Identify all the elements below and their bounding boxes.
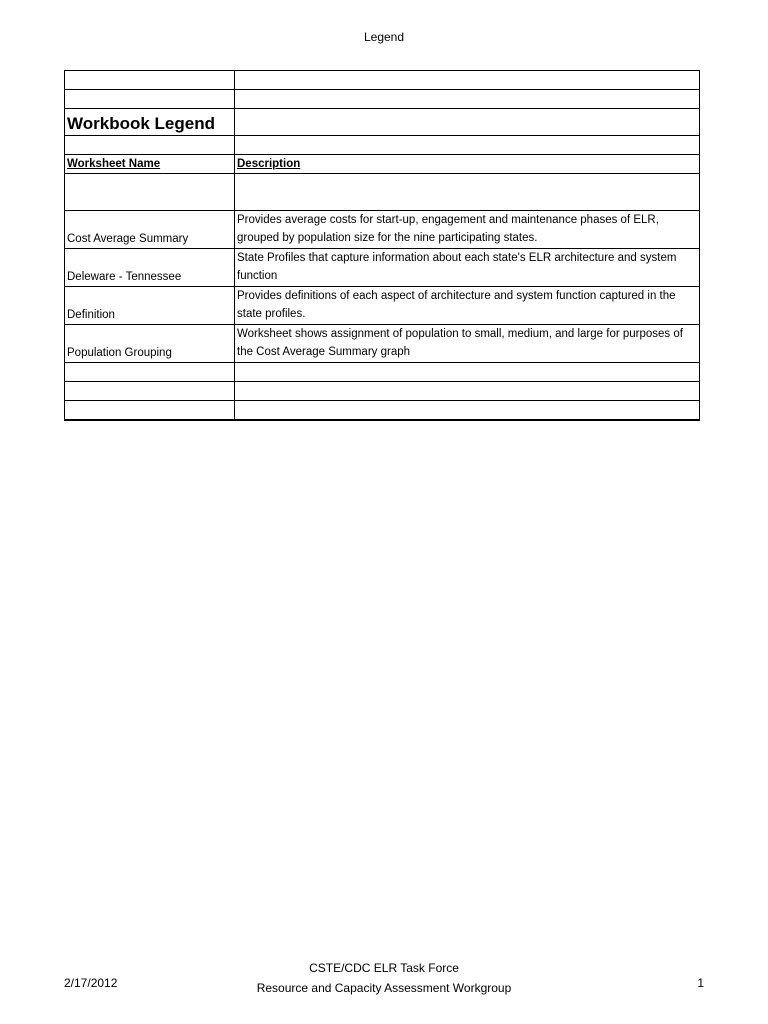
worksheet-name-cell: Definition [65, 287, 235, 325]
description-cell: Provides average costs for start-up, engagement and maintenance phases of ELR, grouped by population size for the nine participating states. [235, 211, 700, 249]
worksheet-name-cell: Deleware - Tennessee [65, 249, 235, 287]
empty-row [65, 71, 700, 90]
empty-row [65, 174, 700, 211]
column-header-worksheet-name: Worksheet Name [67, 158, 161, 170]
footer-line-1: CSTE/CDC ELR Task Force [309, 961, 459, 975]
table-title: Workbook Legend [67, 114, 215, 133]
empty-row [65, 363, 700, 382]
empty-cell [235, 174, 700, 211]
empty-row [65, 90, 700, 109]
workbook-legend-table [64, 70, 700, 421]
empty-row [65, 401, 700, 421]
empty-row [65, 382, 700, 401]
description-cell: Worksheet shows assignment of population to small, medium, and large for purposes of the Cost Average Summary graph [235, 325, 700, 363]
footer-line-2: Resource and Capacity Assessment Workgroup [256, 981, 512, 995]
description-cell: Provides definitions of each aspect of architecture and system function captured in the state profiles. [235, 287, 700, 325]
table-row [65, 249, 700, 287]
empty-cell [65, 71, 235, 90]
page-number: 1 [697, 976, 704, 990]
empty-cell [235, 363, 700, 382]
empty-cell [65, 90, 235, 109]
title-row [65, 109, 700, 136]
empty-cell [235, 109, 700, 136]
empty-cell [235, 71, 700, 90]
empty-cell [65, 382, 235, 401]
column-header-description: Description [237, 158, 301, 170]
table-row [65, 325, 700, 363]
empty-cell [235, 90, 700, 109]
worksheet-name-cell: Population Grouping [65, 325, 235, 363]
empty-cell [235, 136, 700, 155]
page-header: Legend [363, 30, 405, 44]
empty-cell [65, 174, 235, 211]
empty-cell [65, 136, 235, 155]
empty-cell [65, 363, 235, 382]
worksheet-name-cell: Cost Average Summary [65, 211, 235, 249]
table-row [65, 211, 700, 249]
empty-cell [235, 382, 700, 401]
header-row [65, 155, 700, 174]
description-cell: State Profiles that capture information about each state's ELR architecture and system function [235, 249, 700, 287]
empty-row [65, 136, 700, 155]
empty-cell [235, 401, 700, 421]
empty-cell [65, 401, 235, 421]
footer-date: 2/17/2012 [64, 976, 118, 990]
table-row [65, 287, 700, 325]
